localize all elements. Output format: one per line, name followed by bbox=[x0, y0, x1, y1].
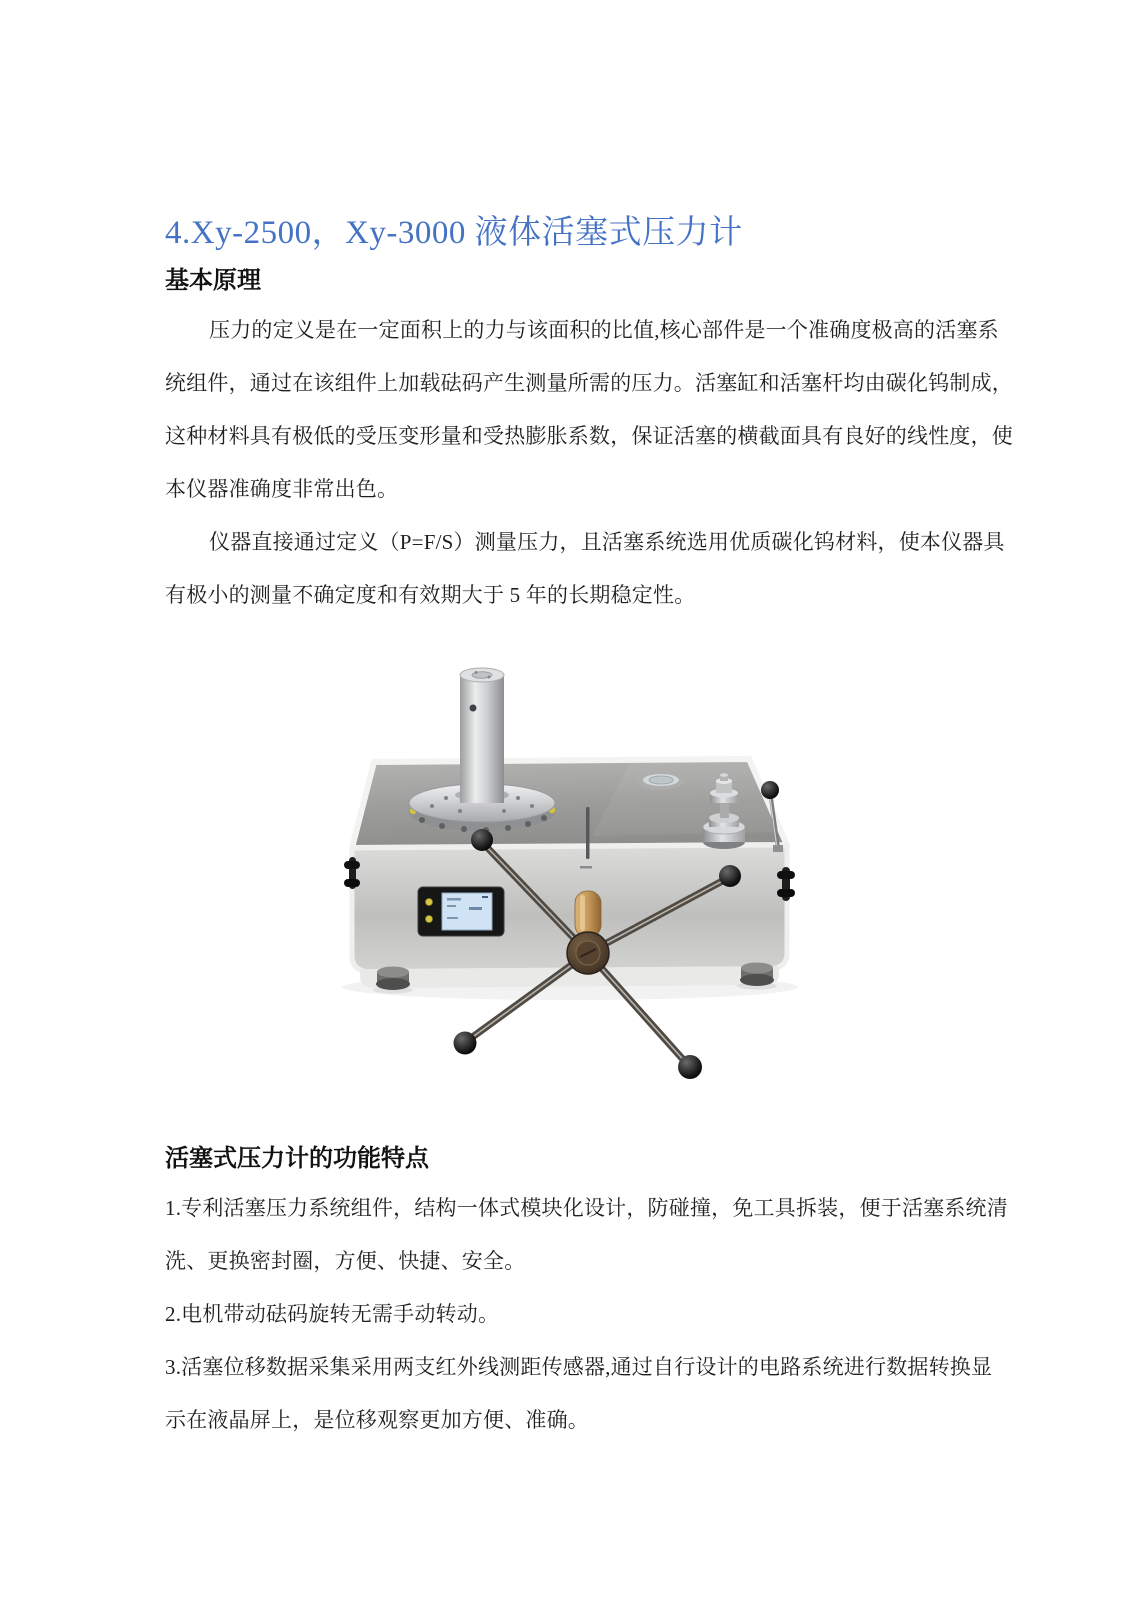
paragraph-line: 这种材料具有极低的受压变形量和受热膨胀系数，保证活塞的横截面具有良好的线性度，使 bbox=[165, 424, 1013, 448]
piston-cylinder bbox=[460, 675, 504, 803]
vent-hole bbox=[470, 705, 477, 712]
feature-line: 示在液晶屏上，是位移观察更加方便、准确。 bbox=[165, 1408, 589, 1432]
section-heading-principle: 基本原理 bbox=[165, 268, 261, 294]
sight-glass bbox=[637, 773, 685, 790]
features-list bbox=[165, 1182, 1008, 1447]
principle-paragraphs bbox=[165, 304, 1013, 622]
paragraph-line: 统组件，通过在该组件上加载砝码产生测量所需的压力。活塞缸和活塞杆均由碳化钨制成， bbox=[165, 371, 1013, 395]
wooden-handle bbox=[575, 891, 601, 937]
pressure-gauge-illustration bbox=[330, 635, 830, 1095]
feature-line: 3.活塞位移数据采集采用两支红外线测距传感器,通过自行设计的电路系统进行数据转换显 bbox=[165, 1355, 993, 1379]
wheel-ball-knob bbox=[719, 865, 741, 887]
section-heading-features: 活塞式压力计的功能特点 bbox=[165, 1146, 429, 1172]
paragraph-line: 仪器直接通过定义（P=F/S）测量压力，且活塞系统选用优质碳化钨材料，使本仪器具 bbox=[209, 530, 1005, 554]
feature-line: 1.专利活塞压力系统组件，结构一体式模块化设计，防碰撞，免工具拆装，便于活塞系统清 bbox=[165, 1196, 1008, 1220]
piston-column-assembly bbox=[409, 668, 555, 833]
paragraph-line: 有极小的测量不确定度和有效期大于 5 年的长期稳定性。 bbox=[165, 583, 696, 607]
paragraph-line: 本仪器准确度非常出色。 bbox=[165, 477, 399, 501]
right-foot bbox=[737, 963, 777, 990]
deck-label-mark bbox=[580, 866, 592, 869]
wheel-ball-knob bbox=[454, 1032, 477, 1055]
lcd-display-module bbox=[418, 887, 504, 936]
panel-button bbox=[426, 916, 433, 923]
product-photo-piston-pressure-gauge bbox=[330, 635, 830, 1095]
wheel-ball-knob bbox=[678, 1055, 702, 1079]
page-title: 4.Xy-2500，Xy-3000 液体活塞式压力计 bbox=[165, 215, 743, 251]
feature-line: 洗、更换密封圈，方便、快捷、安全。 bbox=[165, 1249, 526, 1273]
feature-line: 2.电机带动砝码旋转无需手动转动。 bbox=[165, 1302, 500, 1326]
left-foot bbox=[373, 967, 413, 994]
paragraph-line: 压力的定义是在一定面积上的力与该面积的比值,核心部件是一个准确度极高的活塞系 bbox=[209, 318, 999, 342]
deck-slot bbox=[586, 807, 590, 859]
panel-button bbox=[426, 899, 433, 906]
wheel-ball-knob bbox=[471, 829, 493, 851]
